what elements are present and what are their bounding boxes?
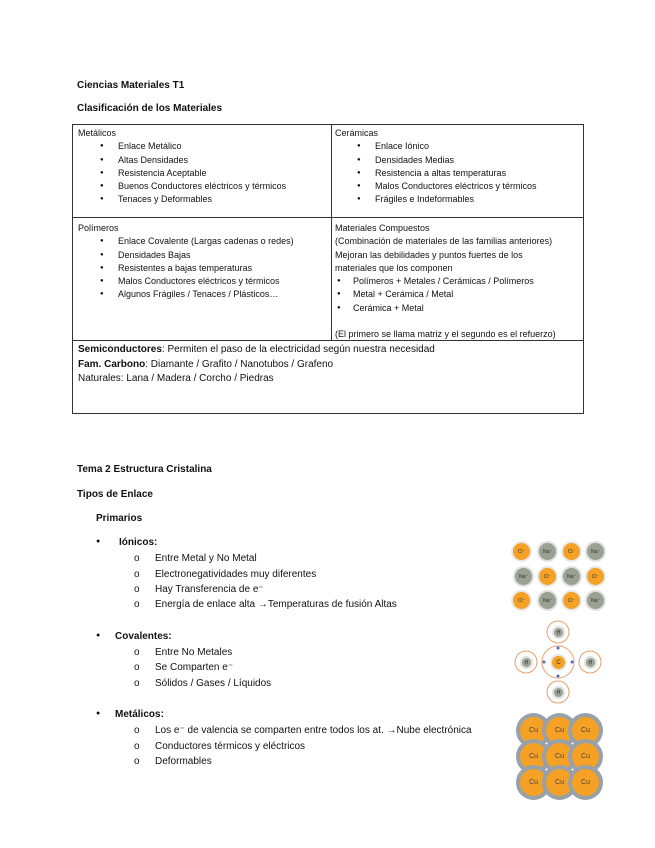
circle-bullet-icon: o [134,569,140,580]
cell-polimeros [78,222,294,302]
chlorine-ion: Cl⁻ [537,566,558,587]
list-item: ● Enlace Covalente (Largas cadenas o redes) [78,235,294,248]
list-item: Entre No Metales [155,647,233,658]
copper-atom: Cu [520,717,547,744]
circle-bullet-icon: o [134,647,140,658]
list-item: ● Algunos Frágiles / Tenaces / Plásticos… [78,288,294,301]
list-item: ● Resistentes a bajas temperaturas [78,262,294,275]
list-item: ● Cerámica + Metal [335,302,556,315]
metalicos-label: Metálicos: [115,709,164,720]
list-item: Energía de enlace alta →Temperaturas de fusión Altas [155,599,397,610]
circle-bullet-icon: o [134,553,140,564]
cell-desc: materiales que los componen [335,262,453,273]
list-item: ● Malos Conductores eléctricos y térmicos [335,180,537,193]
list-item: ● Resistencia Aceptable [78,167,286,180]
circle-bullet-icon: o [134,599,140,610]
cell-ceramicas [335,127,537,207]
list-item: Los e⁻ de valencia se comparten entre todos los at. →Nube electrónica [155,725,472,736]
copper-atom: Cu [546,769,573,796]
carbono-text: : Diamante / Grafito / Nanotubos / Grafeno [145,358,334,370]
sodium-ion: Na⁺ [513,566,534,587]
semiconductores-label: Semiconductores [78,344,162,355]
sodium-ion: Na⁺ [585,590,606,611]
circle-bullet-icon: o [134,725,140,736]
tipos-heading: Tipos de Enlace [77,489,153,500]
circle-bullet-icon: o [134,756,140,767]
sodium-ion: Na⁺ [561,566,582,587]
copper-atom: Cu [572,717,599,744]
list-item: ● Tenaces y Deformables [78,193,286,206]
carbono-label: Fam. Carbono [78,358,146,370]
cell-note: (El primero se llama matriz y el segundo es el refuerzo) [335,329,556,340]
hydrogen-atom: H [520,656,533,669]
list-item: ● Resistencia a altas temperaturas [335,167,537,180]
list-item: Deformables [155,756,212,767]
chlorine-ion: Cl⁻ [585,566,606,587]
copper-atom: Cu [546,743,573,770]
primarios-heading: Primarios [96,513,143,524]
circle-bullet-icon: o [134,584,140,595]
list-item: ● Metal + Cerámica / Metal [335,288,556,301]
sodium-ion: Na⁺ [537,541,558,562]
document-title: Ciencias Materiales T1 [77,80,185,91]
list-item: ● Densidades Medias [335,154,537,167]
list-item: Sólidos / Gases / Líquidos [155,678,272,689]
cell-title: Polímeros [78,223,119,233]
cell-otros [78,343,435,387]
chlorine-ion: Cl⁻ [561,590,582,611]
copper-atom: Cu [520,769,547,796]
copper-atom: Cu [520,743,547,770]
sodium-ion: Na⁺ [537,590,558,611]
chlorine-ion: Cl⁻ [561,541,582,562]
copper-atom: Cu [572,743,599,770]
semiconductores-text: : Permiten el paso de la electricidad según nuestra necesidad [161,344,435,355]
hydrogen-atom: H [584,656,597,669]
list-item: ● Altas Densidades [78,154,286,167]
bullet-icon: ● [96,632,101,639]
bullet-icon: ● [96,538,101,545]
classification-table [72,124,584,414]
bullet-icon: ● [96,710,101,717]
cell-title: Materiales Compuestos [335,223,430,233]
naturales-text: Naturales: Lana / Madera / Corcho / Piedras [78,373,274,384]
list-item: ● Densidades Bajas [78,249,294,262]
circle-bullet-icon: o [134,662,140,673]
cell-compuestos [335,222,556,341]
chlorine-ion: Cl⁻ [511,590,532,611]
list-item: ● Frágiles e Indeformables [335,193,537,206]
cell-title: Metálicos [78,128,117,138]
cell-title: Cerámicas [335,128,379,138]
list-item: Electronegatividades muy diferentes [155,569,317,580]
list-item: Entre Metal y No Metal [155,553,257,564]
ionicos-label: Iónicos: [119,537,158,548]
covalent-molecule-figure [512,618,604,706]
sodium-ion: Na⁺ [585,541,606,562]
list-item: Se Comparten e⁻ [155,662,234,673]
hydrogen-atom: H [552,686,565,699]
chlorine-ion: Cl⁻ [511,541,532,562]
section-heading: Clasificación de los Materiales [77,103,223,114]
carbon-atom: C [550,654,567,671]
circle-bullet-icon: o [134,741,140,752]
list-item: Conductores térmicos y eléctricos [155,741,306,752]
list-item: ● Malos Conductores eléctricos y térmicos [78,275,294,288]
circle-bullet-icon: o [134,678,140,689]
cell-desc: Mejoran las debilidades y puntos fuertes de los [335,249,523,260]
hydrogen-atom: H [552,626,565,639]
tema2-title: Tema 2 Estructura Cristalina [77,464,212,475]
cell-desc: (Combinación de materiales de las familias anteriores) [335,236,553,247]
list-item: ● Enlace Iónico [335,140,537,153]
copper-atom: Cu [546,717,573,744]
list-item: ● Enlace Metálico [78,140,286,153]
copper-atom: Cu [572,769,599,796]
list-item: ● Buenos Conductores eléctricos y térmicos [78,180,286,193]
covalentes-label: Covalentes: [115,631,172,642]
list-item: ● Polímeros + Metales / Cerámicas / Polímeros [335,275,556,288]
cell-metalicos [78,127,286,207]
list-item: Hay Transferencia de e⁻ [155,584,264,595]
